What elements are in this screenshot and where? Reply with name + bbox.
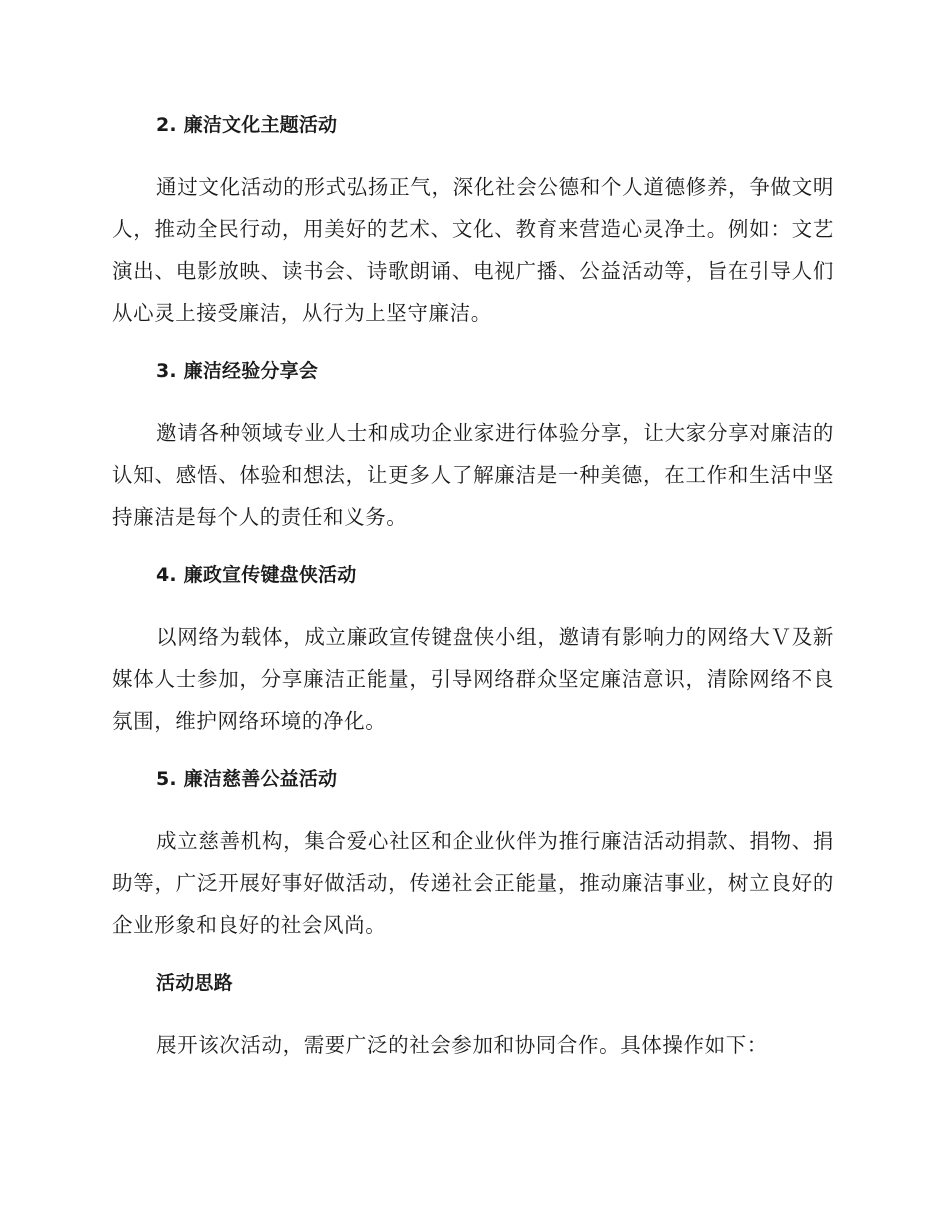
section-paragraph-online-publicity: 以网络为载体，成立廉政宣传键盘侠小组，邀请有影响力的网络大Ｖ及新媒体人士参加，分享廉洁正能量，引导网络群众坚定廉洁意识，清除网络不良氛围，维护网络环境的净化。 bbox=[112, 625, 834, 733]
section-heading-cultural-activities: 2. 廉洁文化主题活动 bbox=[156, 114, 338, 136]
section-heading-activity-approach: 活动思路 bbox=[156, 972, 233, 994]
section-paragraph-charity: 成立慈善机构，集合爱心社区和企业伙伴为推行廉洁活动捐款、捐物、捐助等，广泛开展好事好做活动，传递社会正能量，推动廉洁事业，树立良好的企业形象和良好的社会风尚。 bbox=[112, 829, 834, 937]
section-paragraph-activity-approach: 展开该次活动，需要广泛的社会参加和协同合作。具体操作如下： bbox=[156, 1033, 768, 1057]
section-heading-charity: 5. 廉洁慈善公益活动 bbox=[156, 768, 338, 790]
section-heading-experience-sharing: 3. 廉洁经验分享会 bbox=[156, 360, 319, 382]
section-paragraph-cultural-activities: 通过文化活动的形式弘扬正气，深化社会公德和个人道德修养，争做文明人，推动全民行动，用美好的艺术、文化、教育来营造心灵净土。例如：文艺演出、电影放映、读书会、诗歌朗诵、电视广播、公益活动等，旨在引导人们从心灵上接受廉洁，从行为上坚守廉洁。 bbox=[112, 175, 834, 325]
section-paragraph-experience-sharing: 邀请各种领域专业人士和成功企业家进行体验分享，让大家分享对廉洁的认知、感悟、体验和想法，让更多人了解廉洁是一种美德，在工作和生活中坚持廉洁是每个人的责任和义务。 bbox=[112, 421, 834, 529]
section-heading-online-publicity: 4. 廉政宣传键盘侠活动 bbox=[156, 564, 357, 586]
document-body bbox=[112, 110, 834, 1066]
